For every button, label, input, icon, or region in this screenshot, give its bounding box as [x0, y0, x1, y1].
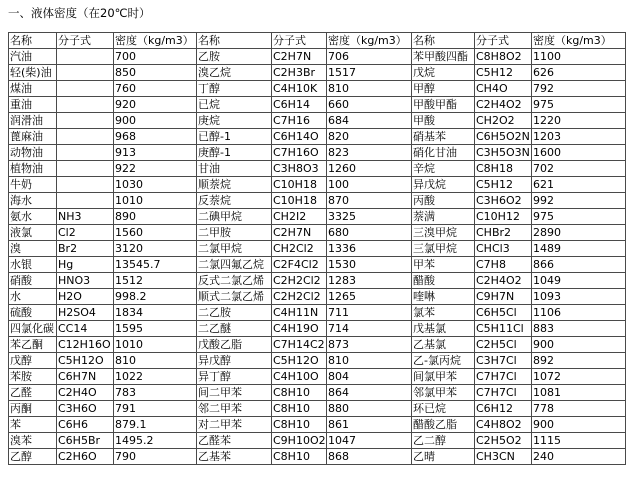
- substance-name-cell: 已醇-1: [197, 129, 272, 145]
- formula-cell: [57, 193, 114, 209]
- formula-cell: C6H5Cl: [475, 305, 532, 321]
- table-row: [9, 225, 626, 241]
- density-value-cell: 1560: [114, 225, 197, 241]
- density-value-cell: 1047: [327, 433, 412, 449]
- substance-name-cell: 环已烷: [412, 401, 475, 417]
- substance-name-cell: 异丁醇: [197, 369, 272, 385]
- formula-cell: C4H19O: [272, 321, 327, 337]
- formula-cell: CHBr2: [475, 225, 532, 241]
- table-row: [9, 369, 626, 385]
- formula-cell: C8H10: [272, 401, 327, 417]
- formula-cell: C8H10: [272, 449, 327, 465]
- substance-name-cell: 二氯四氟乙烷: [197, 257, 272, 273]
- column-header: 分子式: [475, 33, 532, 49]
- density-value-cell: 700: [114, 49, 197, 65]
- substance-name-cell: 溴: [9, 241, 57, 257]
- formula-cell: C7H16: [272, 113, 327, 129]
- substance-name-cell: 醋酸: [412, 273, 475, 289]
- formula-cell: C5H12: [475, 65, 532, 81]
- substance-name-cell: 硝基苯: [412, 129, 475, 145]
- substance-name-cell: 液氯: [9, 225, 57, 241]
- table-row: [9, 241, 626, 257]
- substance-name-cell: 邻二甲苯: [197, 401, 272, 417]
- table-row: [9, 385, 626, 401]
- density-value-cell: 1072: [532, 369, 626, 385]
- density-value-cell: 920: [114, 97, 197, 113]
- density-value-cell: 880: [327, 401, 412, 417]
- substance-name-cell: 水: [9, 289, 57, 305]
- substance-name-cell: 煤油: [9, 81, 57, 97]
- formula-cell: C4H8O2: [475, 417, 532, 433]
- substance-name-cell: 二碘甲烷: [197, 209, 272, 225]
- density-value-cell: 13545.7: [114, 257, 197, 273]
- formula-cell: C3H6O: [57, 401, 114, 417]
- substance-name-cell: 乙醛苯: [197, 433, 272, 449]
- substance-name-cell: 反式二氯乙烯: [197, 273, 272, 289]
- density-value-cell: 1489: [532, 241, 626, 257]
- density-value-cell: 1260: [327, 161, 412, 177]
- formula-cell: C2H4O2: [475, 273, 532, 289]
- table-row: [9, 177, 626, 193]
- density-value-cell: 968: [114, 129, 197, 145]
- density-value-cell: 866: [532, 257, 626, 273]
- substance-name-cell: 溴乙烷: [197, 65, 272, 81]
- density-value-cell: 900: [532, 417, 626, 433]
- substance-name-cell: 异戊醇: [197, 353, 272, 369]
- density-value-cell: 1100: [532, 49, 626, 65]
- substance-name-cell: 乙-氯丙烷: [412, 353, 475, 369]
- substance-name-cell: 戊基氯: [412, 321, 475, 337]
- table-row: [9, 289, 626, 305]
- density-value-cell: 2890: [532, 225, 626, 241]
- formula-cell: C10H18: [272, 177, 327, 193]
- density-value-cell: 621: [532, 177, 626, 193]
- formula-cell: CH2Cl2: [272, 241, 327, 257]
- formula-cell: C2H4O: [57, 385, 114, 401]
- density-table-body: [9, 33, 626, 465]
- density-value-cell: 1512: [114, 273, 197, 289]
- column-header: 密度（kg/m3）: [532, 33, 626, 49]
- formula-cell: [57, 129, 114, 145]
- formula-cell: C3H7Cl: [475, 353, 532, 369]
- table-row: [9, 337, 626, 353]
- density-value-cell: 1022: [114, 369, 197, 385]
- substance-name-cell: 间二甲苯: [197, 385, 272, 401]
- formula-cell: Hg: [57, 257, 114, 273]
- substance-name-cell: 间氯甲苯: [412, 369, 475, 385]
- density-value-cell: 870: [327, 193, 412, 209]
- substance-name-cell: 庚烷: [197, 113, 272, 129]
- density-value-cell: 823: [327, 145, 412, 161]
- density-value-cell: 900: [114, 113, 197, 129]
- substance-name-cell: 三氯甲烷: [412, 241, 475, 257]
- density-value-cell: 1336: [327, 241, 412, 257]
- formula-cell: [57, 145, 114, 161]
- table-row: [9, 305, 626, 321]
- formula-cell: C3H5O3N: [476, 146, 530, 159]
- density-value-cell: 1010: [114, 337, 197, 353]
- table-row: [9, 161, 626, 177]
- density-value-cell: 100: [327, 177, 412, 193]
- formula-cell: C7H7Cl: [475, 385, 532, 401]
- formula-cell: [57, 65, 114, 81]
- formula-cell: [57, 161, 114, 177]
- table-row: [9, 113, 626, 129]
- formula-cell: NH3: [57, 209, 114, 225]
- substance-name-cell: 丁醇: [197, 81, 272, 97]
- substance-name-cell: 甲苯: [412, 257, 475, 273]
- column-header: 密度（kg/m3）: [114, 33, 197, 49]
- density-value-cell: 890: [114, 209, 197, 225]
- formula-cell: C10H12: [475, 209, 532, 225]
- formula-cell: C6H14: [272, 97, 327, 113]
- substance-name-cell: 动物油: [9, 145, 57, 161]
- substance-name-cell: 氯苯: [412, 305, 475, 321]
- density-value-cell: 660: [327, 97, 412, 113]
- substance-name-cell: 轻(柴)油: [9, 65, 57, 81]
- density-value-cell: 778: [532, 401, 626, 417]
- density-value-cell: 626: [532, 65, 626, 81]
- substance-name-cell: 硝化甘油: [412, 145, 475, 161]
- density-value-cell: 1093: [532, 289, 626, 305]
- substance-name-cell: 蓖麻油: [9, 129, 57, 145]
- formula-cell: C2H6O: [57, 449, 114, 465]
- substance-name-cell: 醋酸乙脂: [412, 417, 475, 433]
- substance-name-cell: 甲醇: [412, 81, 475, 97]
- formula-cell: C5H11Cl: [475, 321, 532, 337]
- formula-cell: C2H3Br: [272, 65, 327, 81]
- substance-name-cell: 乙二醇: [412, 433, 475, 449]
- formula-cell: C9H7N: [475, 289, 532, 305]
- density-value-cell: 861: [327, 417, 412, 433]
- substance-name-cell: 水银: [9, 257, 57, 273]
- table-row: [9, 433, 626, 449]
- density-value-cell: 684: [327, 113, 412, 129]
- formula-cell: C10H18: [272, 193, 327, 209]
- substance-name-cell: 已烷: [197, 97, 272, 113]
- substance-name-cell: 戊醇: [9, 353, 57, 369]
- column-header: 名称: [197, 33, 272, 49]
- table-row: [9, 401, 626, 417]
- density-value-cell: 892: [532, 353, 626, 369]
- formula-cell: C4H10K: [272, 81, 327, 97]
- formula-cell: C2H4O2: [475, 97, 532, 113]
- density-value-cell: 1203: [532, 129, 626, 145]
- formula-cell: CHCl3: [475, 241, 532, 257]
- substance-name-cell: 二甲胺: [197, 225, 272, 241]
- density-value-cell: 804: [327, 369, 412, 385]
- substance-name-cell: 甲酸: [412, 113, 475, 129]
- formula-cell: H2SO4: [57, 305, 114, 321]
- density-value-cell: 1265: [327, 289, 412, 305]
- formula-cell: C8H8O2: [475, 49, 532, 65]
- density-value-cell: 850: [114, 65, 197, 81]
- substance-name-cell: 顺萘烷: [197, 177, 272, 193]
- density-value-cell: 714: [327, 321, 412, 337]
- density-value-cell: 992: [532, 193, 626, 209]
- substance-name-cell: 二乙醚: [197, 321, 272, 337]
- substance-name-cell: 反萘烷: [197, 193, 272, 209]
- density-value-cell: 1530: [327, 257, 412, 273]
- formula-cell: C7H16O: [272, 145, 327, 161]
- density-value-cell: 711: [327, 305, 412, 321]
- table-row: [9, 257, 626, 273]
- page-title: 一、液体密度（在20℃时）: [8, 6, 151, 20]
- substance-name-cell: 硝酸: [9, 273, 57, 289]
- substance-name-cell: 溴苯: [9, 433, 57, 449]
- substance-name-cell: 牛奶: [9, 177, 57, 193]
- density-value-cell: 820: [327, 129, 412, 145]
- density-value-cell: 1049: [532, 273, 626, 289]
- density-value-cell: 1081: [532, 385, 626, 401]
- substance-name-cell: 戊酸乙脂: [197, 337, 272, 353]
- formula-cell: CH3CN: [475, 449, 532, 465]
- density-value-cell: 879.1: [114, 417, 197, 433]
- density-value-cell: 810: [327, 81, 412, 97]
- density-value-cell: 1283: [327, 273, 412, 289]
- substance-name-cell: 庚醇-1: [197, 145, 272, 161]
- formula-cell: CH2I2: [272, 209, 327, 225]
- density-value-cell: 680: [327, 225, 412, 241]
- density-value-cell: 913: [114, 145, 197, 161]
- formula-cell: H2O: [57, 289, 114, 305]
- substance-name-cell: 戊烷: [412, 65, 475, 81]
- formula-cell: C6H14O: [272, 129, 327, 145]
- substance-name-cell: 辛烷: [412, 161, 475, 177]
- formula-cell: CC14: [57, 321, 114, 337]
- formula-cell: C12H16O: [57, 337, 114, 353]
- formula-cell: C6H5O2N: [476, 130, 530, 143]
- substance-name-cell: 顺式二氯乙烯: [197, 289, 272, 305]
- substance-name-cell: 汽油: [9, 49, 57, 65]
- formula-cell: [57, 81, 114, 97]
- table-row: [9, 129, 626, 145]
- density-value-cell: 864: [327, 385, 412, 401]
- formula-cell: C7H14C2: [273, 338, 325, 351]
- density-value-cell: 810: [327, 353, 412, 369]
- formula-cell: C4H11N: [272, 305, 327, 321]
- density-value-cell: 883: [532, 321, 626, 337]
- density-value-cell: 1517: [327, 65, 412, 81]
- density-value-cell: 790: [114, 449, 197, 465]
- density-value-cell: 975: [532, 97, 626, 113]
- density-value-cell: 1834: [114, 305, 197, 321]
- formula-cell: C2H7N: [272, 225, 327, 241]
- density-value-cell: 1600: [532, 145, 626, 161]
- density-value-cell: 900: [532, 337, 626, 353]
- table-row: [9, 321, 626, 337]
- formula-cell: C2H2Cl2: [272, 289, 327, 305]
- formula-cell: [57, 49, 114, 65]
- formula-cell: C3H6O2: [475, 193, 532, 209]
- column-header: 密度（kg/m3）: [327, 33, 412, 49]
- table-header-row: [9, 33, 626, 49]
- formula-cell: C5H12: [475, 177, 532, 193]
- substance-name-cell: 苯胺: [9, 369, 57, 385]
- formula-cell: Br2: [57, 241, 114, 257]
- density-value-cell: 1010: [114, 193, 197, 209]
- table-row: [9, 65, 626, 81]
- substance-name-cell: 喹啉: [412, 289, 475, 305]
- density-value-cell: 1030: [114, 177, 197, 193]
- column-header: 分子式: [272, 33, 327, 49]
- density-value-cell: 922: [114, 161, 197, 177]
- formula-cell: C2H5Cl: [475, 337, 532, 353]
- substance-name-cell: 氨水: [9, 209, 57, 225]
- substance-name-cell: 乙基氯: [412, 337, 475, 353]
- formula-cell: C8H10: [272, 385, 327, 401]
- density-value-cell: 975: [532, 209, 626, 225]
- substance-name-cell: 苯甲酸四酯: [412, 49, 475, 65]
- density-table: [8, 32, 626, 465]
- formula-cell: C8H18: [475, 161, 532, 177]
- table-row: [9, 193, 626, 209]
- formula-cell: C6H5Br: [57, 433, 114, 449]
- column-header: 名称: [412, 33, 475, 49]
- substance-name-cell: 二乙胺: [197, 305, 272, 321]
- formula-cell: C2H5O2: [475, 433, 532, 449]
- formula-cell: C4H10O: [272, 369, 327, 385]
- formula-cell: C2H7N: [272, 49, 327, 65]
- substance-name-cell: 甘油: [197, 161, 272, 177]
- formula-cell: C2F4Cl2: [272, 257, 327, 273]
- formula-cell: [57, 97, 114, 113]
- density-value-cell: 240: [532, 449, 626, 465]
- density-value-cell: 1595: [114, 321, 197, 337]
- substance-name-cell: 丙酸: [412, 193, 475, 209]
- formula-cell: HNO3: [57, 273, 114, 289]
- density-value-cell: 868: [327, 449, 412, 465]
- table-row: [9, 97, 626, 113]
- substance-name-cell: 海水: [9, 193, 57, 209]
- table-row: [9, 145, 626, 161]
- formula-cell: C6H12: [475, 401, 532, 417]
- density-value-cell: 3120: [114, 241, 197, 257]
- density-value-cell: 810: [114, 353, 197, 369]
- density-value-cell: 783: [114, 385, 197, 401]
- substance-name-cell: 乙醇: [9, 449, 57, 465]
- substance-name-cell: 乙胺: [197, 49, 272, 65]
- column-header: 分子式: [57, 33, 114, 49]
- formula-cell: C9H10O2: [273, 434, 326, 447]
- substance-name-cell: 重油: [9, 97, 57, 113]
- substance-name-cell: 乙基苯: [197, 449, 272, 465]
- substance-name-cell: 乙醛: [9, 385, 57, 401]
- density-value-cell: 1220: [532, 113, 626, 129]
- substance-name-cell: 苯乙酮: [9, 337, 57, 353]
- density-value-cell: 760: [114, 81, 197, 97]
- formula-cell: Cl2: [57, 225, 114, 241]
- formula-cell: [57, 113, 114, 129]
- formula-cell: [57, 177, 114, 193]
- substance-name-cell: 二氯甲烷: [197, 241, 272, 257]
- table-row: [9, 449, 626, 465]
- substance-name-cell: 植物油: [9, 161, 57, 177]
- density-value-cell: 792: [532, 81, 626, 97]
- substance-name-cell: 对二甲苯: [197, 417, 272, 433]
- density-value-cell: 706: [327, 49, 412, 65]
- table-row: [9, 273, 626, 289]
- formula-cell: C2H2Cl2: [272, 273, 327, 289]
- table-row: [9, 209, 626, 225]
- table-row: [9, 353, 626, 369]
- substance-name-cell: 四氯化碳: [9, 321, 57, 337]
- formula-cell: C5H12O: [57, 353, 114, 369]
- formula-cell: C6H7N: [57, 369, 114, 385]
- substance-name-cell: 邻氯甲苯: [412, 385, 475, 401]
- table-row: [9, 49, 626, 65]
- density-value-cell: 1106: [532, 305, 626, 321]
- substance-name-cell: 硫酸: [9, 305, 57, 321]
- density-value-cell: 998.2: [114, 289, 197, 305]
- density-value-cell: 873: [327, 337, 412, 353]
- substance-name-cell: 乙晴: [412, 449, 475, 465]
- substance-name-cell: 甲酸甲酯: [412, 97, 475, 113]
- density-value-cell: 791: [114, 401, 197, 417]
- formula-cell: CH4O: [475, 81, 532, 97]
- substance-name-cell: 萘满: [412, 209, 475, 225]
- formula-cell: C5H12O: [272, 353, 327, 369]
- column-header: 名称: [9, 33, 57, 49]
- substance-name-cell: 丙酮: [9, 401, 57, 417]
- formula-cell: C8H10: [272, 417, 327, 433]
- table-row: [9, 417, 626, 433]
- density-value-cell: 702: [532, 161, 626, 177]
- substance-name-cell: 异戊烷: [412, 177, 475, 193]
- formula-cell: C6H6: [57, 417, 114, 433]
- table-row: [9, 81, 626, 97]
- substance-name-cell: 苯: [9, 417, 57, 433]
- density-value-cell: 1495.2: [114, 433, 197, 449]
- formula-cell: C7H7Cl: [475, 369, 532, 385]
- formula-cell: C3H8O3: [272, 161, 327, 177]
- density-value-cell: 1115: [532, 433, 626, 449]
- substance-name-cell: 三溴甲烷: [412, 225, 475, 241]
- density-value-cell: 3325: [327, 209, 412, 225]
- formula-cell: CH2O2: [475, 113, 532, 129]
- formula-cell: C7H8: [475, 257, 532, 273]
- substance-name-cell: 润滑油: [9, 113, 57, 129]
